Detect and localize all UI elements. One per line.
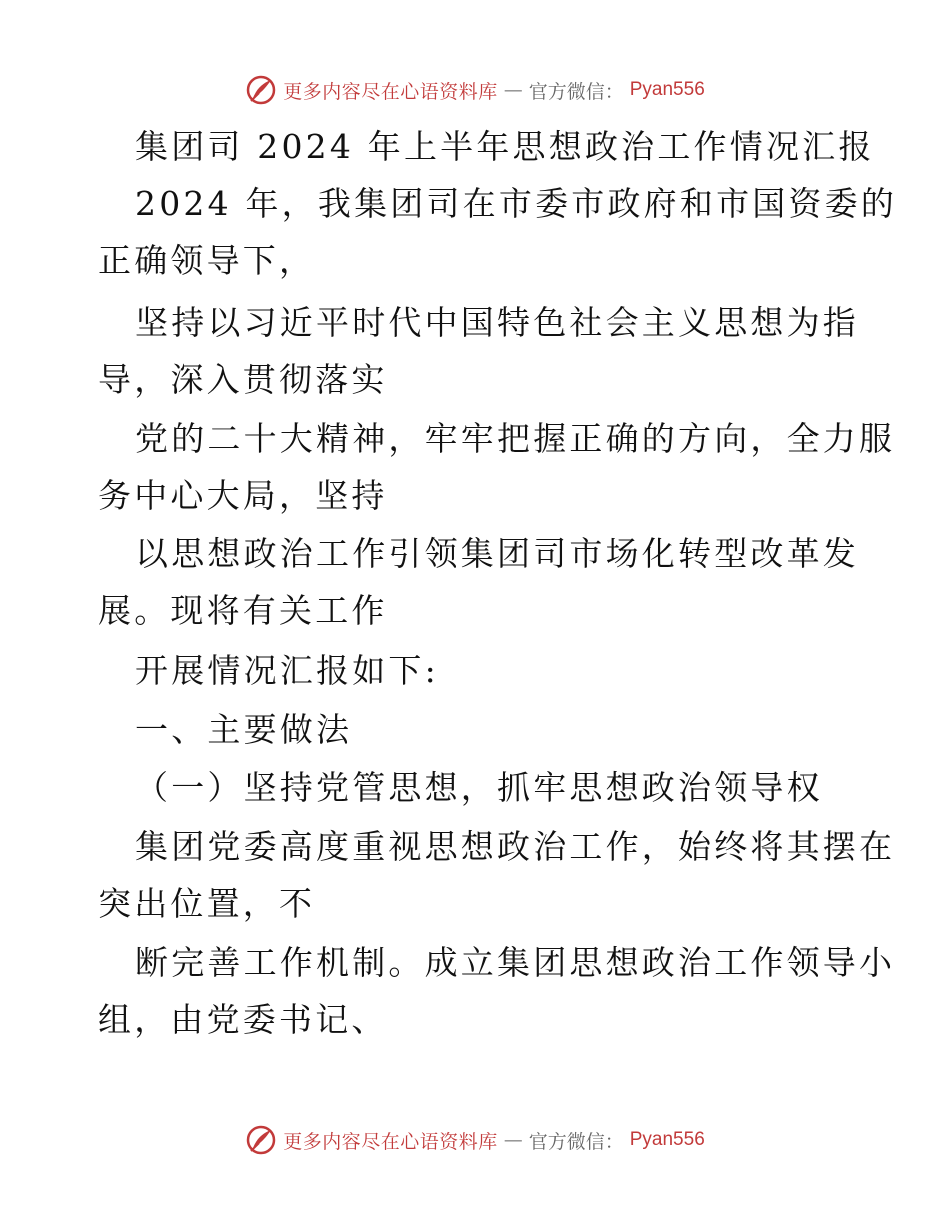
paragraph-line: 坚持以习近平时代中国特色社会主义思想为指 — [135, 303, 859, 342]
section-heading: 一、主要做法 — [135, 710, 353, 749]
banner-wechat-label: 官方微信： — [528, 80, 624, 103]
paragraph-line: 务中心大局，坚持 — [98, 476, 388, 515]
paragraph-line: 正确领导下， — [98, 241, 316, 280]
document-title: 集团司 2024 年上半年思想政治工作情况汇报 — [135, 127, 875, 166]
paragraph-line: 展。现将有关工作 — [98, 591, 388, 630]
banner-separator: — — [503, 79, 523, 101]
banner-text: 更多内容尽在心语资料库 — [283, 80, 498, 103]
paragraph-line: 断完善工作机制。成立集团思想政治工作领导小 — [135, 943, 896, 982]
paragraph-line: 导，深入贯彻落实 — [98, 360, 388, 399]
header-banner — [0, 70, 950, 110]
banner-wechat-label: 官方微信： — [528, 1130, 624, 1153]
paragraph-line: 2024 年，我集团司在市委市政府和市国资委的 — [135, 184, 898, 223]
banner-text: 更多内容尽在心语资料库 — [283, 1130, 498, 1153]
banner-separator: — — [503, 1129, 523, 1151]
footer-banner — [0, 1120, 950, 1160]
paragraph-line: 集团党委高度重视思想政治工作，始终将其摆在 — [135, 827, 896, 866]
feather-logo-icon — [245, 74, 277, 106]
paragraph-line: 组，由党委书记、 — [98, 1000, 388, 1039]
subsection-heading: （一）坚持党管思想，抓牢思想政治领导权 — [135, 768, 823, 807]
banner-wechat-id: Pyan556 — [629, 1129, 705, 1150]
banner-wechat-id: Pyan556 — [629, 79, 705, 100]
paragraph-line: 党的二十大精神，牢牢把握正确的方向，全力服 — [135, 419, 896, 458]
paragraph-line: 开展情况汇报如下: — [135, 651, 439, 690]
feather-logo-icon — [245, 1124, 277, 1156]
paragraph-line: 以思想政治工作引领集团司市场化转型改革发 — [135, 534, 859, 573]
paragraph-line: 突出位置，不 — [98, 884, 316, 923]
